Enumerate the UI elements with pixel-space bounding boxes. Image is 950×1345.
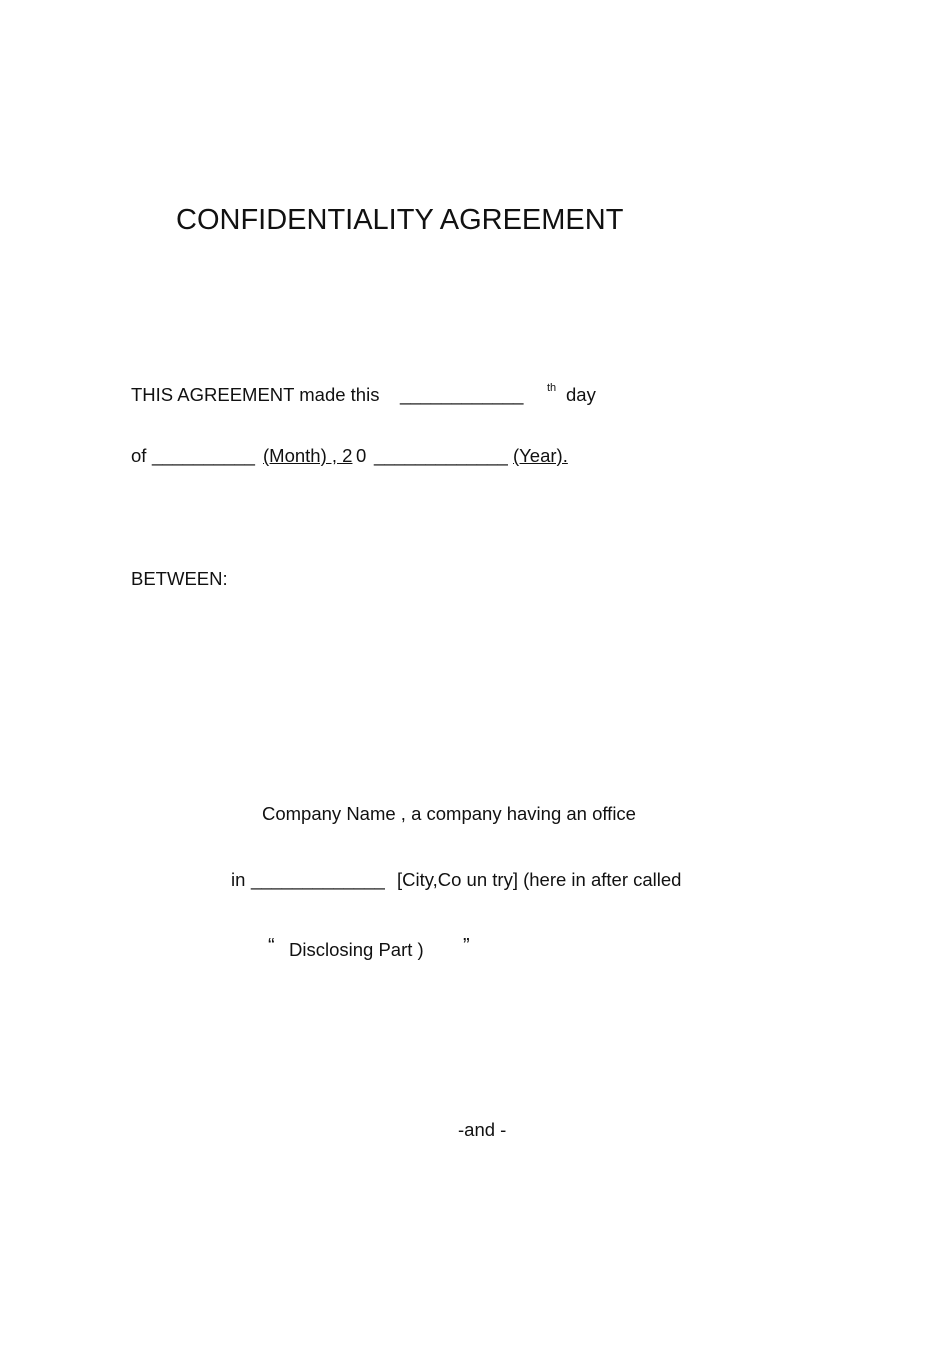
party1-designation: Disclosing Part ) [289, 939, 424, 960]
year-label: (Year). [513, 445, 568, 466]
location-label: [City,Co un try] (here in after called [397, 869, 682, 890]
year-century-digit: 0 [356, 445, 367, 466]
year-blank: _____________ [374, 445, 508, 466]
month-label: (Month) , 2 [263, 445, 353, 466]
party1-description: Company Name , a company having an office [262, 803, 636, 824]
date-line-lead: THIS AGREEMENT made this [131, 384, 380, 405]
open-quote: “ [268, 935, 275, 957]
document-title: CONFIDENTIALITY AGREEMENT [176, 204, 624, 236]
day-suffix-superscript: th [547, 382, 557, 394]
month-blank: __________ [152, 445, 255, 466]
and-separator: -and - [458, 1119, 507, 1140]
day-blank: ____________ [400, 384, 524, 405]
close-quote: ” [463, 935, 470, 957]
date-line-day-word: day [566, 384, 596, 405]
date-line2-lead: of [131, 445, 147, 466]
between-label: BETWEEN: [131, 568, 228, 589]
location-blank: _____________ [251, 869, 385, 890]
party1-location-lead: in [231, 869, 246, 890]
